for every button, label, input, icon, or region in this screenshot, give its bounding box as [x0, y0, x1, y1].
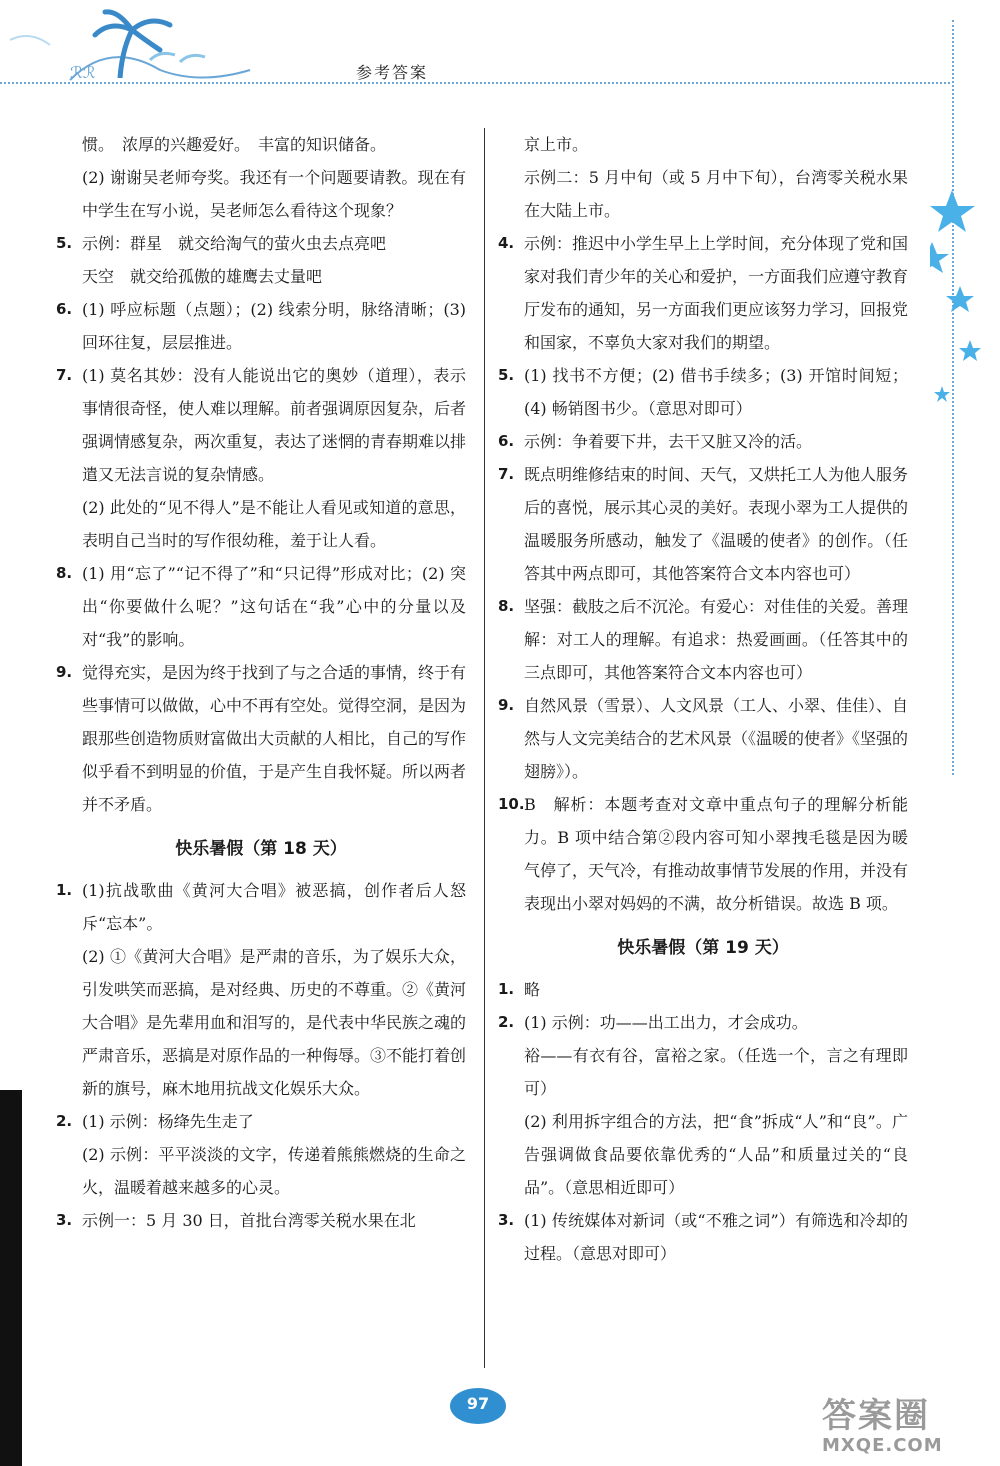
answer-text: 裕——有衣有谷，富裕之家。（任选一个，言之有理即可） [524, 1046, 908, 1098]
right-column [498, 128, 908, 1270]
answer-text: (1) 呼应标题（点题）；(2) 线索分明，脉络清晰；(3) 回环往复，层层推进。 [82, 300, 466, 352]
header-title: 参考答案 [356, 63, 429, 82]
answer-paragraph [498, 359, 908, 425]
answer-paragraph [56, 874, 466, 940]
question-number: 9. [498, 696, 515, 714]
answer-paragraph [498, 128, 908, 161]
answer-paragraph [498, 425, 908, 458]
section-title: 快乐暑假（第 18 天） [175, 839, 347, 859]
question-number: 1. [498, 980, 515, 998]
answer-text: (2) ①《黄河大合唱》是严肃的音乐，为了娱乐大众，引发哄笑而恶搞，是对经典、历史的不尊重。②《黄河大合唱》是先辈用血和泪写的，是代表中华民族之魂的严肃音乐，恶搞是对原作品的一种侮辱。③不能打着创新的旗号，麻木地用抗战文化娱乐大众。 [82, 947, 467, 1098]
question-number: 4. [498, 234, 515, 252]
answer-text: (1) 示例：功——出工出力，才会成功。 [524, 1013, 808, 1032]
answer-text: 示例二：5 月中旬（或 5 月中下旬），台湾零关税水果在大陆上市。 [524, 168, 908, 220]
answer-paragraph [56, 161, 466, 227]
left-column [56, 128, 466, 1237]
answer-text: (1) 莫名其妙：没有人能说出它的奥妙（道理），表示事情很奇怪，使人难以理解。前者强调原因复杂，后者强调情感复杂，两次重复，表达了迷惘的青春期难以排遣又无法言说的复杂情感。 [82, 366, 467, 484]
svg-text:ℛℛ: ℛℛ [70, 63, 96, 82]
answer-text: 既点明维修结束的时间、天气，又烘托工人为他人服务后的喜悦，展示其心灵的美好。表现小翠为工人提供的温暖服务所感动，触发了《温暖的使者》的创作。（任答其中两点即可，其他答案符合文本内容也可） [524, 465, 909, 583]
left-edge-bar [0, 1090, 22, 1466]
answer-paragraph [498, 1204, 908, 1270]
answer-text: (1) 示例：杨绛先生走了 [82, 1112, 254, 1131]
question-number: 7. [56, 366, 73, 384]
header-divider [0, 82, 950, 84]
question-number: 5. [498, 366, 515, 384]
answer-paragraph [56, 128, 466, 161]
answer-text: (1) 用“忘了”“记不得了”和“只记得”形成对比；(2) 突出“你要做什么呢？”这句话在“我”心中的分量以及对“我”的影响。 [82, 564, 466, 649]
answer-text: 觉得充实，是因为终于找到了与之合适的事情，终于有些事情可以做做，心中不再有空处。觉得空洞，是因为跟那些创造物质财富做出大贡献的人相比，自己的写作似乎看不到明显的价值，于是产生自我怀疑。所以两者并不矛盾。 [82, 663, 467, 814]
page-number: 97 [466, 1394, 490, 1413]
answer-text: (2) 利用拆字组合的方法，把“食”拆成“人”和“良”。广告强调做食品要依靠优秀的“人品”和质量过关的“良品”。（意思相近即可） [524, 1112, 908, 1197]
answer-text: 惯。 浓厚的兴趣爱好。 丰富的知识储备。 [82, 135, 387, 154]
question-number: 8. [498, 597, 515, 615]
question-number: 8. [56, 564, 73, 582]
answer-paragraph [56, 1105, 466, 1138]
question-number: 6. [498, 432, 515, 450]
answer-paragraph [498, 788, 908, 920]
question-number: 2. [56, 1112, 73, 1130]
question-number: 10. [498, 795, 525, 813]
answer-text: 示例：群星 就交给淘气的萤火虫去点亮吧 [82, 234, 387, 253]
question-number: 5. [56, 234, 73, 252]
answer-text: B 解析：本题考查对文章中重点句子的理解分析能力。B 项中结合第②段内容可知小翠拽毛毯是因为暖气停了，天气冷，有推动故事情节发展的作用，并没有表现出小翠对妈妈的不满，故分析错误。故选 B 项。 [524, 795, 909, 913]
question-number: 9. [56, 663, 73, 681]
answer-paragraph [498, 458, 908, 590]
answer-paragraph [498, 161, 908, 227]
answer-text: 略 [524, 980, 541, 999]
star-decoration-icon [930, 190, 990, 410]
answer-text: (2) 此处的“见不得人”是不能让人看见或知道的意思，表明自己当时的写作很幼稚，羞于让人看。 [82, 498, 466, 550]
answer-text: (2) 谢谢吴老师夸奖。我还有一个问题要请教。现在有中学生在写小说，吴老师怎么看待这个现象？ [82, 168, 466, 220]
answer-paragraph [498, 1105, 908, 1204]
question-number: 1. [56, 881, 73, 899]
answer-text: 示例一：5 月 30 日，首批台湾零关税水果在北 [82, 1211, 416, 1230]
answer-paragraph [498, 590, 908, 689]
answer-text: 示例：推迟中小学生早上上学时间，充分体现了党和国家对我们青少年的关心和爱护，一方面我们应遵守教育厅发布的通知，另一方面我们更应该努力学习，回报党和国家，不辜负大家对我们的期望。 [524, 234, 909, 352]
answer-paragraph [56, 1204, 466, 1237]
answer-text: (2) 示例：平平淡淡的文字，传递着熊熊燃烧的生命之火，温暖着越来越多的心灵。 [82, 1145, 466, 1197]
answer-paragraph [56, 656, 466, 821]
answer-paragraph [498, 1006, 908, 1039]
answer-text: 天空 就交给孤傲的雄鹰去丈量吧 [82, 267, 323, 286]
answer-paragraph [498, 1039, 908, 1105]
question-number: 6. [56, 300, 73, 318]
question-number: 7. [498, 465, 515, 483]
palm-tree-logo [0, 0, 260, 100]
watermark-logo-text: 答案圈 [822, 1396, 930, 1436]
question-number: 3. [498, 1211, 515, 1229]
answer-paragraph [498, 973, 908, 1006]
answer-text: 示例：争着要下井，去干又脏又冷的活。 [524, 432, 813, 451]
answer-paragraph [56, 260, 466, 293]
answer-paragraph [498, 227, 908, 359]
answer-text: (1) 找书不方便；(2) 借书手续多；(3) 开馆时间短；(4) 畅销图书少。（意思对即可） [524, 366, 908, 418]
answer-text: (1) 传统媒体对新词（或“不雅之词”）有筛选和冷却的过程。（意思对即可） [524, 1211, 908, 1263]
section-title: 快乐暑假（第 19 天） [617, 938, 789, 958]
watermark [822, 1388, 943, 1456]
column-divider [484, 128, 485, 1368]
answer-paragraph [56, 557, 466, 656]
answer-text: (1)抗战歌曲《黄河大合唱》被恶搞，创作者后人怒斥“忘本”。 [82, 881, 466, 933]
answer-paragraph [56, 227, 466, 260]
question-number: 3. [56, 1211, 73, 1229]
answer-text: 自然风景（雪景）、人文风景（工人、小翠、佳佳）、自然与人文完美结合的艺术风景（《温暖的使者》《坚强的翅膀》）。 [524, 696, 909, 781]
answer-paragraph [56, 359, 466, 491]
answer-paragraph [56, 293, 466, 359]
answer-text: 京上市。 [524, 135, 589, 154]
answer-text: 坚强：截肢之后不沉沦。有爱心：对佳佳的关爱。善理解：对工人的理解。有追求：热爱画画。（任答其中的三点即可，其他答案符合文本内容也可） [524, 597, 909, 682]
answer-paragraph [56, 940, 466, 1105]
answer-paragraph [56, 491, 466, 557]
question-number: 2. [498, 1013, 515, 1031]
answer-paragraph [56, 1138, 466, 1204]
answer-paragraph [498, 689, 908, 788]
watermark-url: MXQE.COM [822, 1435, 943, 1456]
